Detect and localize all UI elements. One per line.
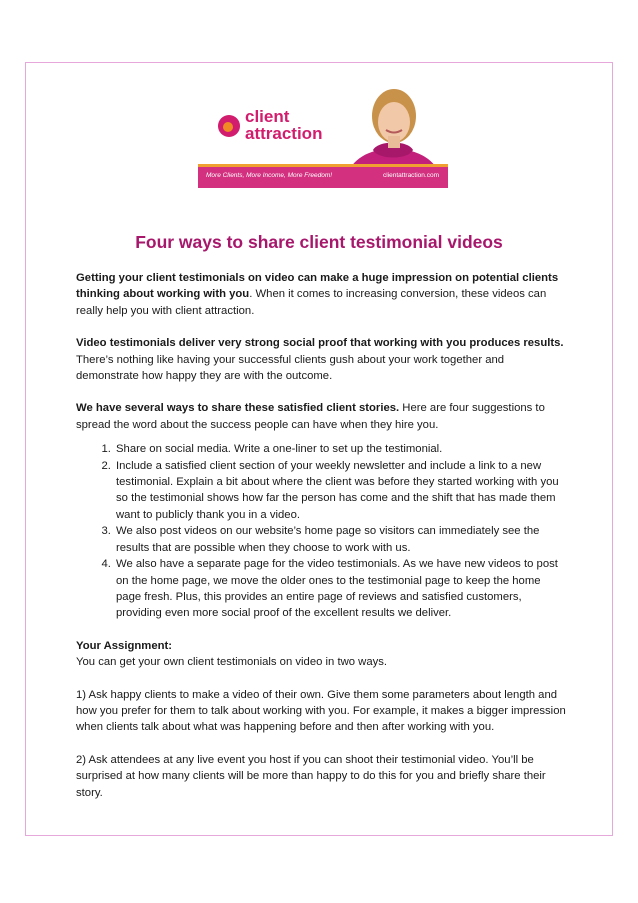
ways-bold: We have several ways to share these satisfied client stories.: [76, 402, 400, 415]
assignment-heading: Your Assignment:: [76, 639, 173, 652]
proof-rest: There’s nothing like having your successful clients gush about your work together and demonstrate how happy they are with the outcome.: [76, 353, 505, 383]
logo-dot-icon: [223, 122, 233, 132]
assignment-step-2: 2) Ask attendees at any live event you host if you can shoot their testimonial video. You’ll be surprised at how many clients will be more than happy to do this for you and briefly share their story.: [76, 753, 546, 799]
list-item: 3. We also post videos on our website’s home page so visitors can immediately see the results that are possible when they choose to work with us.: [114, 523, 566, 556]
intro-rest: . When it comes to increasing conversion, these videos can really help you with client attraction.: [76, 288, 547, 317]
proof-bold: Video testimonials deliver very strong social proof that working with you produces results.: [76, 337, 564, 350]
list-item: 4. We also have a separate page for the video testimonials. As we have new videos to post on the home page, we move the older ones to the testimonial page to keep the home page fresh. Plus, this provides an entire page of reviews and satisfied customers, providing even more social proof of the excellent results we deliver.: [114, 556, 566, 622]
assignment-step-1: 1) Ask happy clients to make a video of their own. Give them some parameters about length and how you prefer for them to talk about working with you. For example, it makes a bigger impression when clients talk about what was happening before and then after working with you.: [76, 688, 566, 734]
logo-text-client: client: [245, 107, 290, 126]
intro-bold: Getting your client testimonials on video can make a huge impression on potential clients thinking about working with you: [76, 272, 559, 301]
proof-paragraph: [76, 335, 566, 384]
assignment-block: [76, 638, 566, 671]
suggestions-list: [76, 441, 566, 621]
logo-text-attraction: attraction: [245, 124, 323, 143]
banner-tagline: More Clients, More Income, More Freedom!: [206, 172, 333, 179]
banner-website: clientattraction.com: [383, 172, 439, 179]
page-title: Four ways to share client testimonial videos: [135, 232, 503, 252]
article-body: [76, 270, 566, 817]
ways-rest: Here are four suggestions to spread the word about the success people can have when they hire you.: [76, 402, 545, 431]
list-item: 2. Include a satisfied client section of your weekly newsletter and include a link to a new testimonial. Explain a bit about where the client was before they started working with you so the testimonial shows how far the person has come and the shift that has made them want to publicly thank you in a video.: [114, 458, 566, 524]
list-item: 1. Share on social media. Write a one-liner to set up the testimonial.: [114, 441, 566, 457]
intro-paragraph: [76, 270, 566, 319]
ways-paragraph: [76, 400, 566, 433]
header-banner: [198, 78, 448, 188]
assignment-intro: You can get your own client testimonials on video in two ways.: [76, 656, 388, 669]
